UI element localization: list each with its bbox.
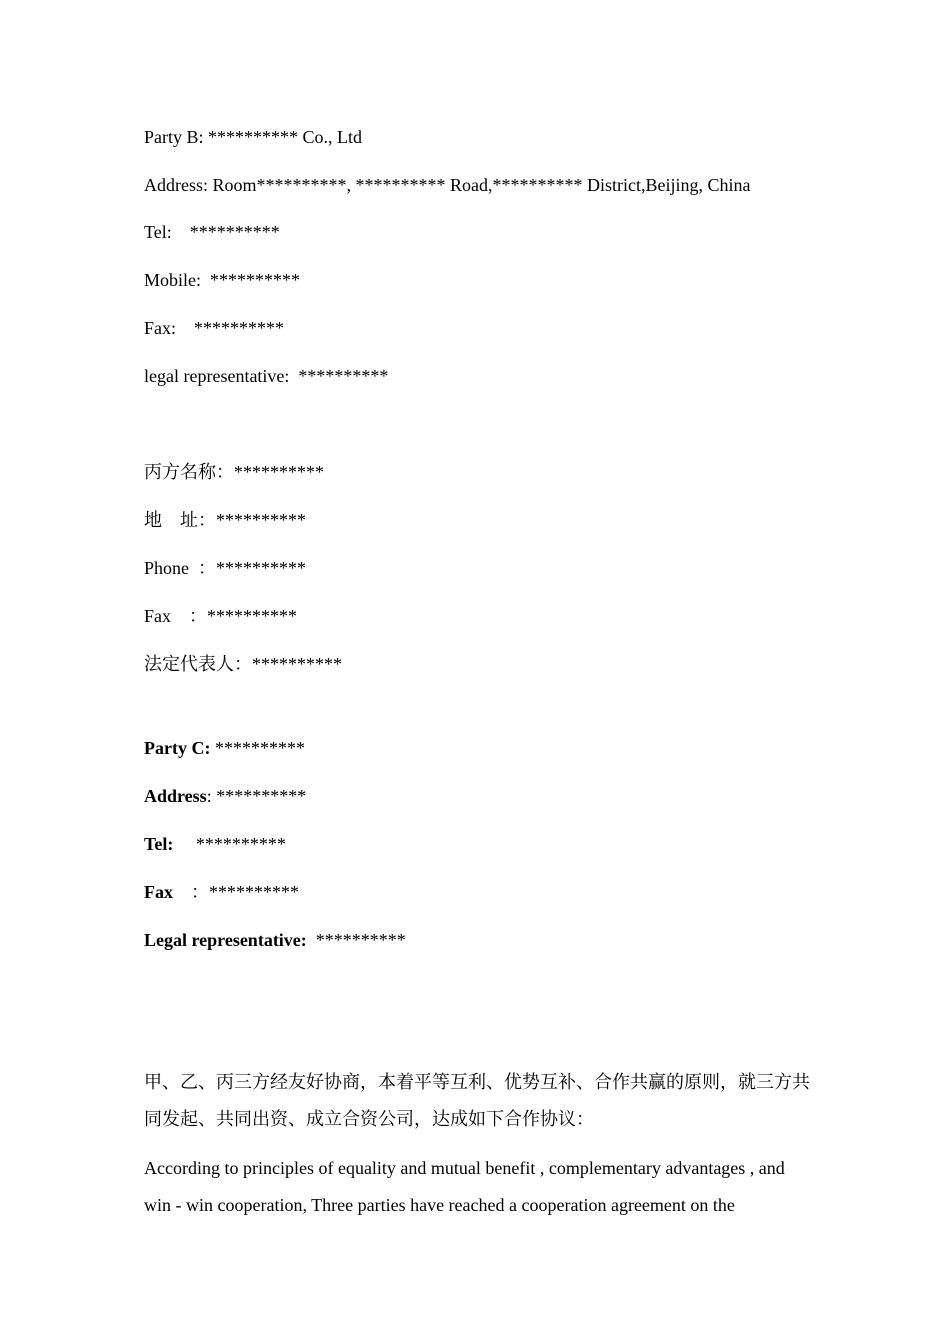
preamble-english: According to principles of equality and mutual benefit , complementary advantages , and win - win cooperation, Three parties have reached a cooperation agreement on the [144,1158,785,1215]
party-c-en-tel-value: ********** [173,834,286,854]
party-c-en-fax-label: Fax [144,882,173,902]
party-c-en-tel-label: Tel: [144,834,174,854]
party-c-en-name [144,736,305,760]
party-c-en-fax-value: ：********** [173,882,299,902]
party-c-en-address [144,784,306,808]
party-c-en-legal-rep [144,928,406,952]
party-c-en-fax [144,880,299,904]
preamble-chinese: 甲、乙、丙三方经友好协商，本着平等互利、优势互补、合作共赢的原则，就三方共同发起、共同出资、成立合资公司，达成如下合作协议： [144,1072,810,1129]
party-c-cn-phone: Phone ：********** [144,558,306,578]
party-b-legal-rep: legal representative: ********** [144,366,389,386]
party-b-mobile: Mobile: ********** [144,270,300,290]
party-c-en-address-label: Address [144,786,207,806]
party-c-en-name-label: Party C: [144,738,211,758]
party-c-cn-name: 丙方名称：********** [144,462,324,482]
party-c-cn-fax: Fax ：********** [144,606,297,626]
party-c-en-name-value: ********** [210,738,305,758]
party-c-en-tel [144,832,286,856]
party-c-en-legal-rep-label: Legal representative: [144,930,307,950]
party-b-address: Address: Room**********, ********** Road,********** District,Beijing, China [144,175,751,195]
party-c-en-legal-rep-value: ********** [306,930,406,950]
party-c-cn-address: 地 址：********** [144,510,306,530]
party-c-en-address-value: : ********** [206,786,307,806]
party-c-cn-legal-rep: 法定代表人：********** [144,654,342,674]
party-b-fax: Fax: ********** [144,318,285,338]
party-b-tel: Tel: ********** [144,222,280,242]
party-b-name: Party B: ********** Co., Ltd [144,127,363,147]
